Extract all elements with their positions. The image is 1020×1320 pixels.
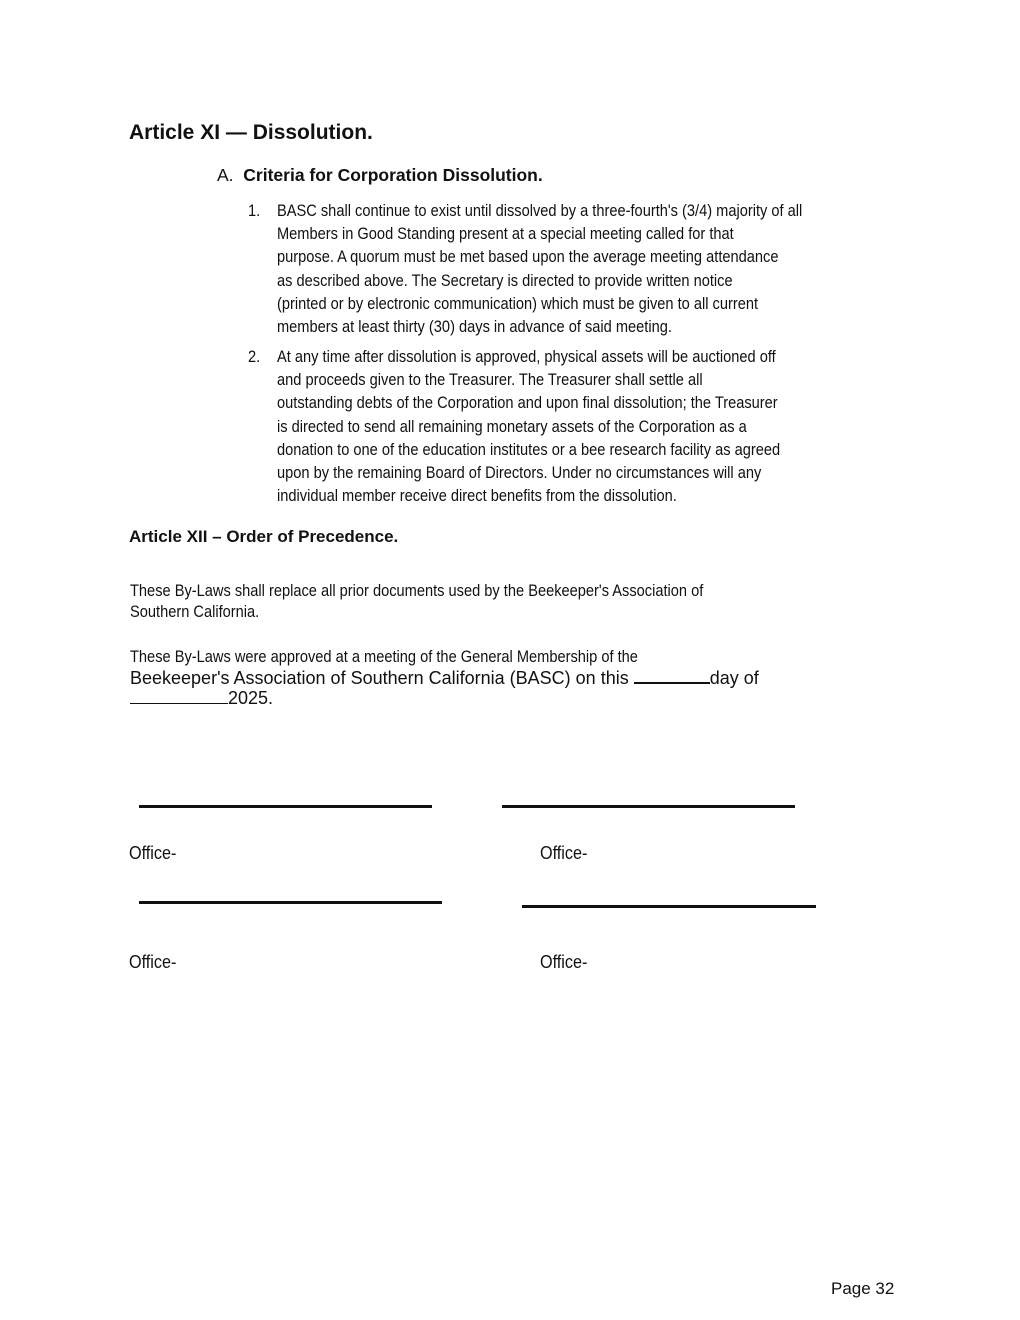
text-line: At any time after dissolution is approved, physical assets will be auctioned off — [277, 347, 776, 366]
office-label-1: Office- — [129, 843, 177, 863]
text-line: purpose. A quorum must be met based upon the average meeting attendance — [277, 247, 779, 267]
approval-text: Beekeeper's Association of Southern California (BASC) on this — [130, 668, 629, 688]
text-line: members at least thirty (30) days in advance of said meeting. — [277, 317, 672, 337]
text-line: is directed to send all remaining monetary assets of the Corporation as a — [277, 416, 747, 436]
text-line: as described above. The Secretary is directed to provide written notice — [277, 270, 733, 290]
text-line: BASC shall continue to exist until dissolved by a three-fourth's (3/4) majority of all — [277, 201, 803, 220]
approval-line-1: These By-Laws were approved at a meeting of the General Membership of the — [130, 647, 638, 666]
item-2-number: 2. — [248, 347, 261, 366]
text-line: outstanding debts of the Corporation and upon final dissolution; the Treasurer — [277, 393, 778, 413]
text-line: These By-Laws shall replace all prior documents used by the Beekeeper's Association of — [130, 581, 704, 600]
office-label-2: Office- — [540, 843, 588, 863]
text-line: donation to one of the education institutes or a bee research facility as agreed — [277, 439, 781, 459]
day-blank-field[interactable] — [634, 665, 710, 684]
signature-line-1[interactable] — [139, 805, 432, 808]
section-a-label: A. — [217, 165, 234, 185]
text-line: and proceeds given to the Treasurer. The Treasurer shall settle all — [277, 370, 703, 390]
item-1-text — [277, 199, 802, 338]
signature-line-3[interactable] — [139, 901, 442, 904]
article-xii-heading: Article XII – Order of Precedence. — [129, 527, 399, 546]
text-line: upon by the remaining Board of Directors. Under no circumstances will any — [277, 463, 762, 483]
replacement-paragraph — [130, 580, 703, 622]
signature-line-2[interactable] — [502, 805, 795, 808]
page-number: Page 32 — [831, 1279, 895, 1298]
signature-line-4[interactable] — [522, 905, 816, 908]
article-xi-heading: Article XI — Dissolution. — [129, 121, 373, 144]
month-blank-field[interactable] — [130, 686, 228, 704]
text-line: Southern California. — [130, 602, 260, 621]
text-line: Members in Good Standing present at a special meeting called for that — [277, 224, 734, 244]
office-label-3: Office- — [129, 952, 177, 972]
section-a-title: Criteria for Corporation Dissolution. — [243, 165, 543, 185]
section-a-heading — [217, 165, 543, 186]
office-label-4: Office- — [540, 952, 588, 972]
text-line: (printed or by electronic communication) which must be given to all current — [277, 293, 759, 313]
approval-text-day-of: day of — [709, 668, 759, 688]
approval-year: 2025. — [228, 688, 274, 708]
text-line: individual member receive direct benefits from the dissolution. — [277, 486, 677, 506]
approval-line-3 — [130, 686, 273, 709]
item-2-text — [277, 345, 780, 507]
item-1-number: 1. — [248, 201, 261, 220]
